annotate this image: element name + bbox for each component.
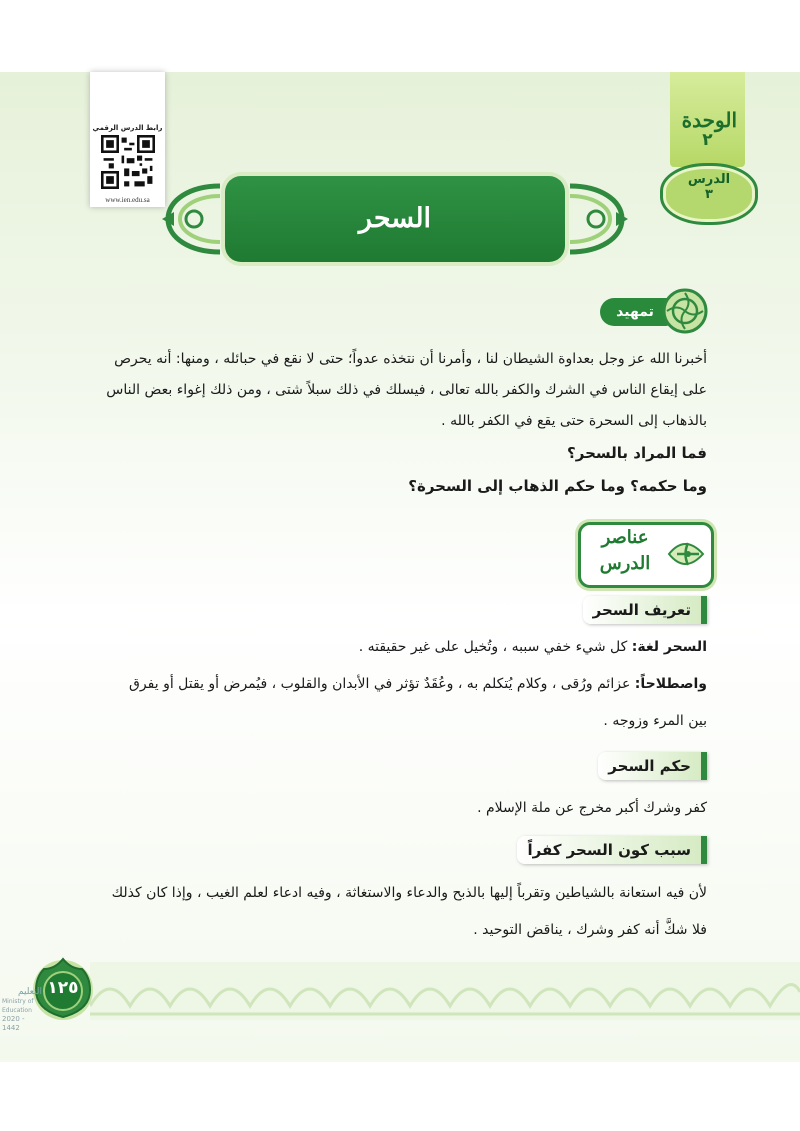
lesson-label: الدرس: [687, 172, 731, 187]
lesson-number: ٣: [705, 187, 713, 202]
linguistic-text: كل شيء خفي سببه ، وتُخيل على غير حقيقته .: [358, 639, 632, 655]
intro-line: بالذهاب إلى السحرة حتى يقع في الكفر بالله .: [441, 413, 707, 429]
footer-ornament-band: [90, 962, 800, 1020]
technical-definition: [92, 669, 707, 700]
reason-line: فلا شكَّ أنه كفر وشرك ، يناقض التوحيد .: [473, 922, 707, 938]
reason-paragraph: [92, 878, 707, 946]
intro-question: فما المراد بالسحر؟: [567, 444, 707, 462]
qr-code-panel[interactable]: [90, 72, 165, 207]
definition-heading: تعريف السحر: [583, 596, 707, 624]
lesson-elements-line: الدرس: [599, 553, 651, 574]
left-ornament-icon: [160, 180, 230, 258]
fleur-ornament-icon: [663, 529, 707, 579]
reason-heading: سبب كون السحر كفراً: [517, 836, 707, 864]
intro-question: وما حكمه؟ وما حكم الذهاب إلى السحرة؟: [408, 477, 707, 495]
page-title: السحر: [358, 203, 432, 234]
lesson-badge: [660, 163, 758, 225]
arabesque-ornament-icon: [662, 288, 708, 334]
ruling-paragraph: [92, 793, 707, 824]
lesson-title-banner: [225, 176, 565, 262]
intro-label: تمهيد: [600, 298, 670, 326]
ministry-logo-line: Ministry of Education: [2, 998, 34, 1014]
page-number: ١٢٥: [47, 978, 79, 998]
lesson-elements-label: [587, 525, 663, 577]
intro-line: على إيقاع الناس في الشرك والكفر بالله تعالى ، فيسلك في ذلك سبلاً شتى ، ومن ذلك إغواء بعض الناس: [106, 382, 707, 398]
unit-tab: [670, 72, 745, 167]
intro-line: أخبرنا الله عز وجل بعداوة الشيطان لنا ، وأمرنا أن نتخذه عدواً؛ حتى لا نقع في حبائله ، ومنها: أنه يحرص: [114, 351, 707, 367]
qr-code-icon[interactable]: [101, 135, 155, 189]
ministry-logo-line: التعليم: [18, 987, 42, 997]
unit-label: الوحدة: [681, 108, 737, 132]
qr-label: رابط الدرس الرقمي: [92, 124, 163, 132]
ruling-text: كفر وشرك أكبر مخرج عن ملة الإسلام .: [477, 800, 707, 816]
technical-text-cont: بين المرء وزوجه .: [603, 713, 707, 729]
lesson-elements-badge: [578, 522, 714, 588]
technical-term: واصطلاحاً:: [634, 676, 707, 692]
linguistic-definition: [92, 632, 707, 663]
ministry-logo-line: 2020 - 1442: [2, 1015, 25, 1032]
technical-text: عزائم ورُقى ، وكلام يُتكلم به ، وعُقَدٌ تؤثر في الأبدان والقلوب ، فيُمرض أو يقتل أو يفرق: [129, 676, 635, 692]
definition-paragraph: [92, 632, 707, 737]
right-ornament-icon: [560, 180, 630, 258]
unit-number: ٢: [702, 130, 713, 150]
ruling-heading: حكم السحر: [598, 752, 707, 780]
lesson-elements-line: عناصر: [601, 527, 649, 548]
ministry-logo: [2, 988, 42, 1033]
linguistic-term: السحر لغة:: [631, 639, 707, 655]
intro-paragraph: [92, 344, 707, 437]
reason-line: لأن فيه استعانة بالشياطين وتقرباً إليها بالذبح والدعاء والاستغاثة ، وفيه ادعاء لعلم الغيب ، وإذا كان كذلك: [111, 885, 707, 901]
qr-url[interactable]: www.ien.edu.sa: [105, 196, 150, 204]
intro-label-group: [600, 288, 708, 338]
